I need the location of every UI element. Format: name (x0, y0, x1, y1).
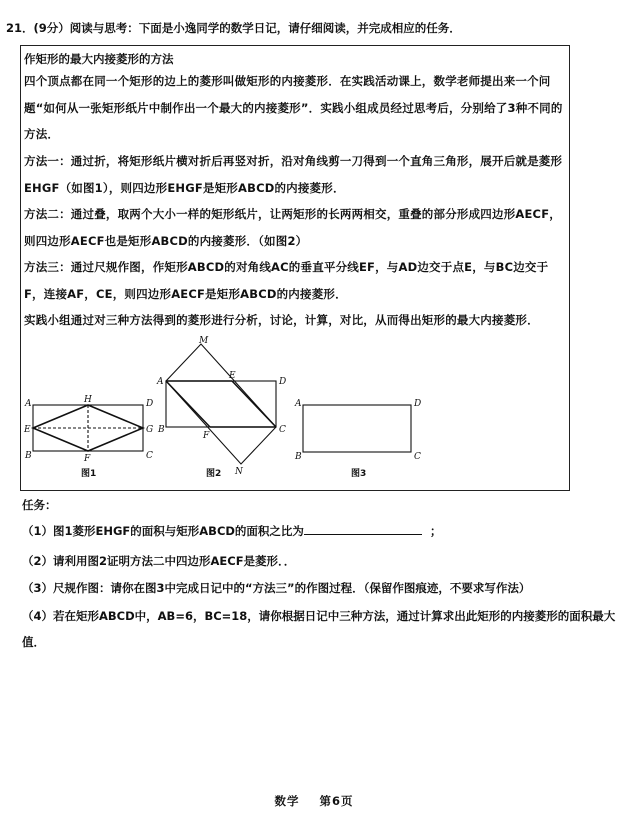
fig1-label-g: G (146, 425, 154, 435)
diary-method-3: 方法三：通过尺规作图，作矩形ABCD的对角线AC的垂直平分线EF，与AD边交于点E，与BC边交于F，连接AF，CE，则四边形AECF是矩形ABCD的内接菱形． (24, 260, 549, 301)
footer-page-number: 第6页 (319, 794, 354, 808)
fig2-rectangle-abcd (166, 381, 276, 427)
fig3-label-d: D (414, 399, 422, 409)
fig2-label-b: B (158, 425, 165, 435)
task-2: （2）请利用图2证明方法二中四边形AECF是菱形．． (22, 554, 296, 568)
figures-svg (21, 336, 571, 486)
figure-2 (166, 344, 276, 464)
tasks-label: 任务： (22, 498, 57, 512)
task-4: （4）若在矩形ABCD中，AB=6，BC=18，请你根据日记中三种方法，通过计算求出此矩形的内接菱形的面积最大值． (22, 609, 616, 649)
fig1-label-a: A (25, 399, 32, 409)
fig3-rectangle (303, 405, 411, 452)
footer-subject: 数学 (274, 794, 300, 808)
fig2-side-ec (232, 381, 276, 427)
figure-1 (33, 405, 143, 451)
fig1-label-e: E (24, 425, 31, 435)
task-1-text: （1）图1菱形EHGF的面积与矩形ABCD的面积之比为 (22, 524, 304, 538)
fig2-label-a: A (157, 377, 164, 387)
fig2-rectangle-tilted (166, 344, 276, 464)
fig1-label-b: B (25, 451, 32, 461)
fig1-label-d: D (146, 399, 154, 409)
diary-method-2: 方法二：通过叠，取两个大小一样的矩形纸片，让两矩形的长两两相交，重叠的部分形成四边形AECF，则四边形AECF也是矩形ABCD的内接菱形．（如图2） (24, 207, 561, 248)
fig2-side-af (166, 381, 210, 427)
fig3-label-c: C (414, 452, 421, 462)
task-1-answer-blank[interactable] (304, 523, 422, 535)
diary-title: 作矩形的最大内接菱形的方法 (24, 52, 174, 66)
task-1 (22, 518, 617, 544)
diary-intro: 四个顶点都在同一个矩形的边上的菱形叫做矩形的内接菱形．在实践活动课上，数学老师提出来一个问题“如何从一张矩形纸片中制作出一个最大的内接菱形”．实践小组成员经过思考后，分别给了3种不同的方法． (24, 74, 563, 141)
fig3-label-b: B (295, 452, 302, 462)
fig2-label-c: C (279, 425, 286, 435)
fig3-caption: 图3 (351, 469, 367, 479)
fig2-label-f: F (203, 431, 210, 441)
fig1-label-f: F (84, 454, 91, 464)
page-footer (0, 793, 628, 809)
diary-method-1: 方法一：通过折，将矩形纸片横对折后再竖对折，沿对角线剪一刀得到一个直角三角形，展开后就是菱形EHGF（如图1），则四边形EHGF是矩形ABCD的内接菱形． (24, 154, 563, 195)
fig2-label-d: D (279, 377, 287, 387)
diary-conclusion: 实践小组通过对三种方法得到的菱形进行分析，讨论，计算，对比，从而得出矩形的最大内接菱形． (24, 313, 539, 327)
fig1-label-c: C (146, 451, 153, 461)
fig2-label-n: N (235, 467, 243, 477)
fig2-caption: 图2 (206, 469, 222, 479)
fig1-label-h: H (84, 395, 92, 405)
fig2-label-e: E (229, 371, 236, 381)
figures-row (21, 336, 571, 486)
fig3-label-a: A (295, 399, 302, 409)
fig1-caption: 图1 (81, 469, 97, 479)
task-3: （3）尺规作图：请你在图3中完成日记中的“方法三”的作图过程．（保留作图痕迹，不要求写作法） (22, 581, 531, 595)
task-1-end: ； (429, 524, 442, 538)
figure-3 (303, 405, 411, 452)
diary-box (20, 45, 570, 491)
fig2-label-m: M (199, 336, 209, 346)
question-header: 21．(9分）阅读与思考：下面是小逸同学的数学日记，请仔细阅读，并完成相应的任务． (6, 21, 461, 35)
